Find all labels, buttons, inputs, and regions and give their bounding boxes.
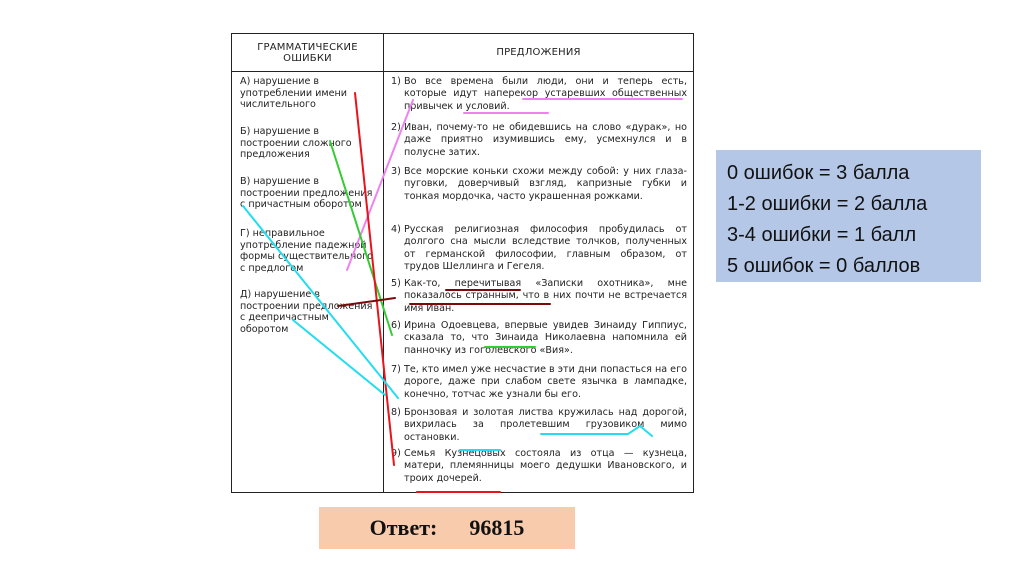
sentence-number: 5) [391, 278, 401, 289]
score-line-3-4-errors: 3-4 ошибки = 1 балл [727, 224, 917, 246]
sentence-number: 9) [391, 448, 401, 459]
sentence-text: Бронзовая и золотая листва кружилась над дорогой, вихрилась за пролетевшим грузовиком мимо остановки. [404, 407, 687, 443]
column-divider [383, 34, 384, 492]
answer-box [319, 507, 575, 549]
error-item-d: Д) нарушение в построении предложения с деепричастным оборотом [240, 289, 373, 335]
sentence-text: Те, кто имел уже несчастие в эти дни попасться на его дороге, даже при слабом свете язычка в лампадке, конечно, тотчас же узнали бы его. [404, 364, 687, 400]
sentence-text: Иван, почему-то не обидевшись на слово «дурак», но даже приятно изумившись ему, усмехнулся и в полусне затих. [404, 122, 687, 158]
task-table [231, 33, 694, 493]
error-item-g: Г) неправильное употребление падежной формы существительного с предлогом [240, 228, 373, 274]
error-item-a: А) нарушение в употреблении имени числительного [240, 76, 348, 110]
sentences-column-header: ПРЕДЛОЖЕНИЯ [496, 47, 581, 58]
sentence-text: Ирина Одоевцева, впервые увидев Зинаиду Гиппиус, сказала то, что Зинаида Николаевна напомнила ей панночку из гоголевского «Вия». [404, 320, 687, 356]
sentence-text: Семья Кузнецовых состояла из отца — кузнеца, матери, племянницы моего дедушки Ивановского, и троих дочерей. [404, 448, 687, 484]
sentence-6 [391, 320, 687, 357]
sentence-number: 4) [391, 224, 401, 235]
sentence-text: Как-то, перечитывая «Записки охотника», мне показалось странным, что в них почти не встречается имя Иван. [404, 278, 687, 314]
error-item-v: В) нарушение в построении предложения с причастным оборотом [240, 176, 373, 210]
scoring-box [716, 150, 981, 282]
sentence-number: 2) [391, 122, 401, 133]
score-line-1-2-errors: 1-2 ошибки = 2 балла [727, 193, 928, 215]
sentence-5 [391, 278, 687, 315]
sentence-7 [391, 364, 687, 401]
sentence-8 [391, 407, 687, 444]
sentence-number: 8) [391, 407, 401, 418]
sentence-text: Во все времена были люди, они и теперь есть, которые идут наперекор устаревших общественных привычек и условий. [404, 76, 687, 112]
sentence-text: Все морские коньки схожи между собой: у них глаза-пуговки, доверчивый взгляд, капризные губки и тонкая мордочка, часто украшенная рожками. [404, 166, 687, 202]
sentence-9 [391, 448, 687, 485]
sentence-3 [391, 166, 687, 203]
answer-value: 96815 [469, 515, 525, 540]
sentence-number: 7) [391, 364, 401, 375]
error-item-b: Б) нарушение в построении сложного предложения [240, 126, 352, 160]
errors-column-header: ГРАММАТИЧЕСКИЕ ОШИБКИ [257, 41, 358, 64]
sentence-1 [391, 76, 687, 113]
score-line-5-errors: 5 ошибок = 0 баллов [727, 255, 921, 277]
sentence-number: 6) [391, 320, 401, 331]
sentence-number: 1) [391, 76, 401, 87]
sentence-number: 3) [391, 166, 401, 177]
sentence-text: Русская религиозная философия пробудилась от долгого сна мысли вследствие толчков, полученных от германской философии, главным образом, от трудов Шеллинга и Гегеля. [404, 224, 687, 273]
answer-label: Ответ: [369, 515, 438, 540]
sentence-4 [391, 224, 687, 274]
sentence-2 [391, 122, 687, 159]
score-line-0-errors: 0 ошибок = 3 балла [727, 162, 910, 184]
header-divider [232, 71, 693, 72]
